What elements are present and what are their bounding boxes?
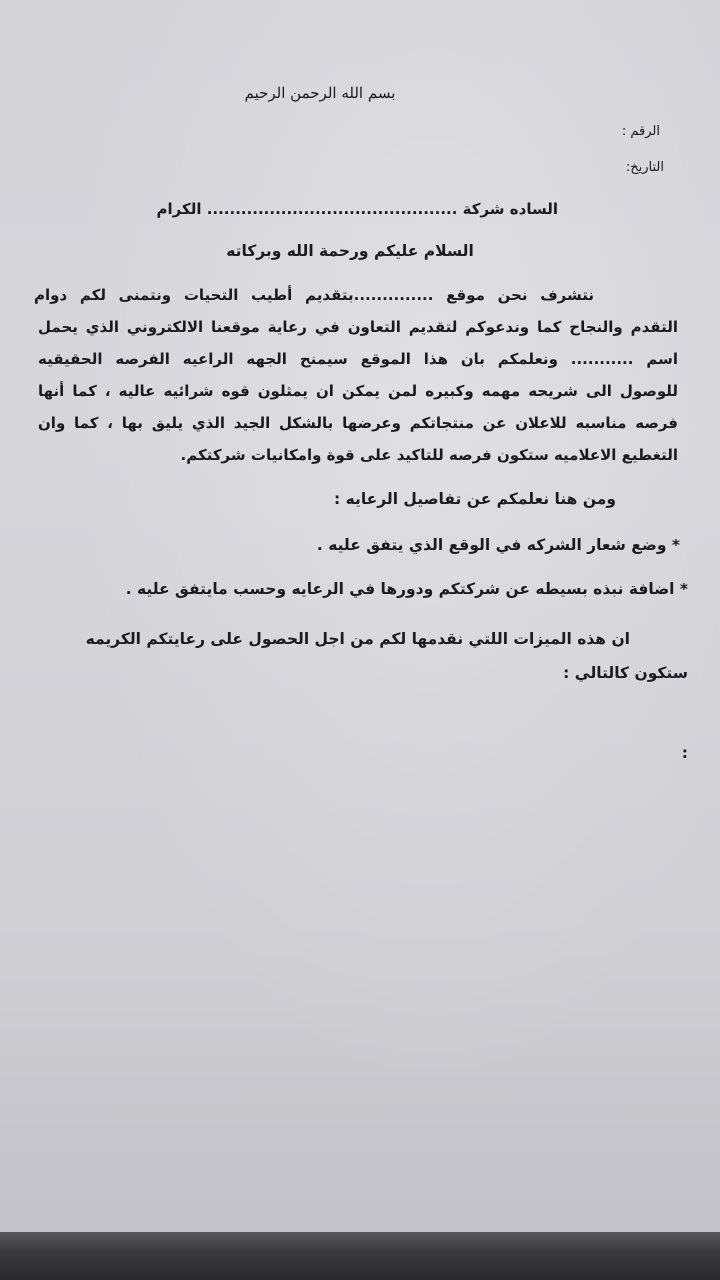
- bullet-item-summary: * اضافة نبذه بسيطه عن شركتكم ودورها في الرعايه وحسب مايتفق عليه .: [125, 580, 688, 598]
- body-line-5: فرصه مناسبه للاعلان عن منتجاتكم وعرضها بالشكل الجيد الذي يليق بها ، كما وان: [38, 414, 678, 432]
- addressee-line: الساده شركة ............................................ الكرام: [156, 200, 558, 218]
- body-line-6: التغطيع الاعلاميه ستكون فرصه للتاكيد على قوة وامكانيات شركتكم.: [180, 446, 678, 464]
- body-line-4: للوصول الى شريحه مهمه وكبيره لمن يمكن ان يمثلون قوه شرائيه عاليه ، كما أنها: [38, 382, 678, 400]
- bismillah-heading: بسم الله الرحمن الرحيم: [244, 84, 396, 102]
- greeting-line: السلام عليكم ورحمة الله وبركاته: [226, 242, 474, 260]
- body-line-3: اسم ........... ونعلمكم بان هذا الموقع سيمنح الجهه الراعيه الفرصه الحقيقيه: [38, 350, 678, 368]
- features-line-2: ستكون كالتالي :: [563, 664, 688, 682]
- details-intro: ومن هنا نعلمكم عن تفاصيل الرعايه :: [334, 490, 616, 508]
- body-line-2: التقدم والنجاح كما وندعوكم لتقديم التعاون في رعاية موقعنا الالكتروني الذي يحمل: [38, 318, 678, 336]
- background-edge: [0, 1232, 720, 1280]
- date-label: التاريخ:: [625, 160, 664, 175]
- features-line-1: ان هذه الميزات اللتي نقدمها لكم من اجل الحصول على رعايتكم الكريمه: [85, 630, 630, 648]
- body-line-1: نتشرف نحن موقع ..............بتقديم أطيب التحيات ونتمنى لكم دوام: [34, 286, 594, 304]
- reference-number-label: الرقم :: [621, 124, 660, 139]
- trailing-colon: :: [681, 744, 688, 762]
- bullet-item-logo: * وضع شعار الشركه في الوقع الذي يتفق عليه .: [316, 536, 680, 554]
